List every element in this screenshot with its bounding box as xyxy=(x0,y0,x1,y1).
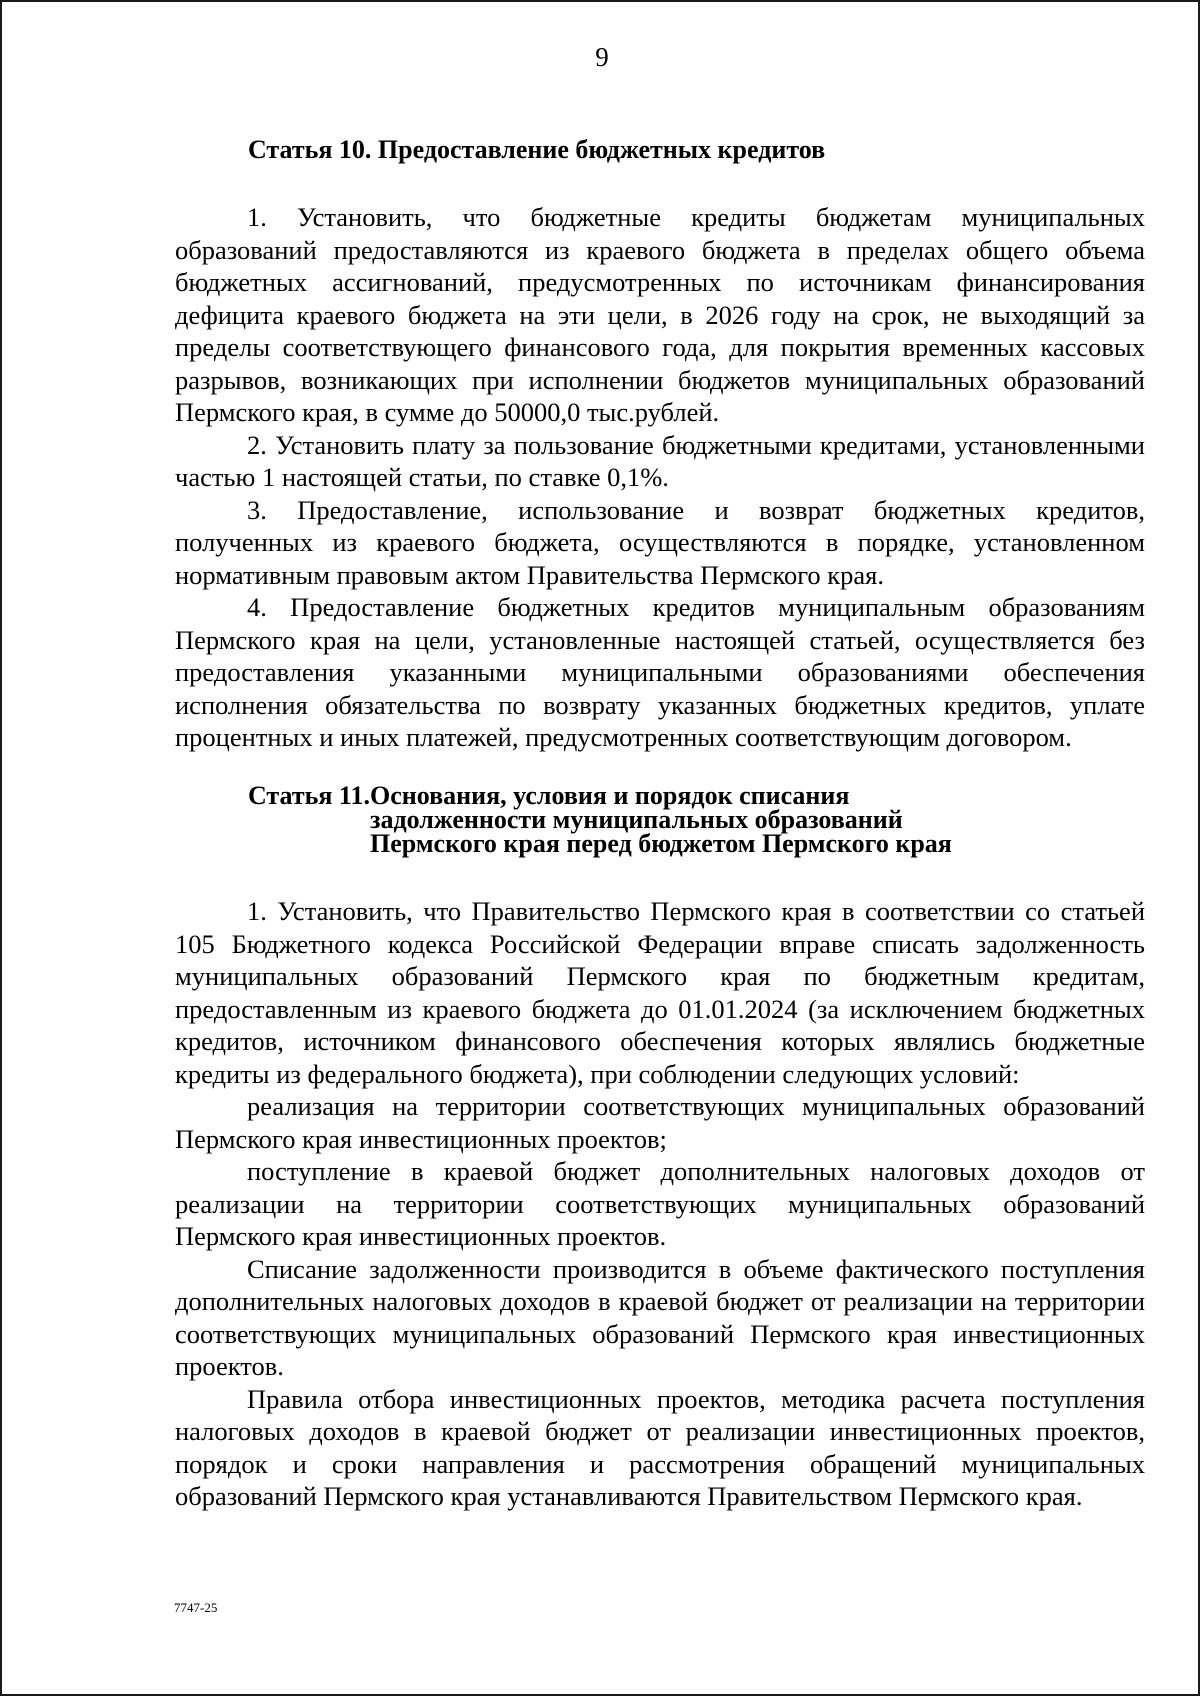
article-11-paragraph-2: реализация на территории соответствующих муниципальных образований Пермского края инвестиционных проектов; xyxy=(175,1091,1145,1154)
article-10-title: Статья 10. Предоставление бюджетных кредитов xyxy=(248,135,826,164)
article-11-paragraph-1: 1. Установить, что Правительство Пермского края в соответствии со статьей 105 Бюджетного кодекса Российской Федерации вправе списать задолженность муниципальных образований Пермского края по бюджетным кредитам, предоставленным из краевого бюджета до 01.01.2024 (за исключением бюджетных кредитов, источником финансового обеспечения которых являлись бюджетные кредиты из федерального бюджета), при соблюдении следующих условий: xyxy=(175,896,1145,1089)
article-11-title xyxy=(248,781,952,858)
article-10-paragraph-1: 1. Установить, что бюджетные кредиты бюджетам муниципальных образований предоставляются из краевого бюджета в пределах общего объема бюджетных ассигнований, предусмотренных по источникам финансирования дефицита краевого бюджета на эти цели, в 2026 году на срок, не выходящий за пределы соответствующего финансового года, для покрытия временных кассовых разрывов, возникающих при исполнении бюджетов муниципальных образований Пермского края, в сумме до 50000,0 тыс.рублей. xyxy=(175,202,1145,427)
article-11-body xyxy=(175,895,1145,1513)
article-11-title-line-3: Пермского края перед бюджетом Пермского края xyxy=(370,829,952,858)
article-11-title-line-2: задолженности муниципальных образований xyxy=(370,805,903,834)
article-11-paragraph-5: Правила отбора инвестиционных проектов, методика расчета поступления налоговых доходов в краевой бюджет от реализации инвестиционных проектов, порядок и сроки направления и рассмотрения обращений муниципальных образований Пермского края устанавливаются Правительством Пермского края. xyxy=(175,1383,1145,1511)
document-code: 7747-25 xyxy=(174,1600,218,1615)
article-11-title-line-1: Основания, условия и порядок списания xyxy=(370,781,850,810)
article-10-paragraph-4: 4. Предоставление бюджетных кредитов муниципальным образованиям Пермского края на цели, установленные настоящей статьей, осуществляется без предоставления указанными муниципальными образованиями обеспечения исполнения обязательства по возврату указанных бюджетных кредитов, уплате процентных и иных платежей, предусмотренных соответствующим договором. xyxy=(175,592,1145,752)
article-10-paragraph-3: 3. Предоставление, использование и возврат бюджетных кредитов, полученных из краевого бюджета, осуществляются в порядке, установленном нормативным правовым актом Правительства Пермского края. xyxy=(175,494,1145,590)
article-10-body xyxy=(175,201,1145,754)
article-11-paragraph-3: поступление в краевой бюджет дополнительных налоговых доходов от реализации на территории соответствующих муниципальных образований Пермского края инвестиционных проектов. xyxy=(175,1156,1145,1251)
article-11-paragraph-4: Списание задолженности производится в объеме фактического поступления дополнительных налоговых доходов в краевой бюджет от реализации на территории соответствующих муниципальных образований Пермского края инвестиционных проектов. xyxy=(175,1253,1145,1381)
article-11-title-head: Статья 11. xyxy=(248,781,371,810)
article-10-paragraph-2: 2. Установить плату за пользование бюджетными кредитами, установленными частью 1 настоящей статьи, по ставке 0,1%. xyxy=(175,429,1145,492)
page-number: 9 xyxy=(595,42,609,72)
